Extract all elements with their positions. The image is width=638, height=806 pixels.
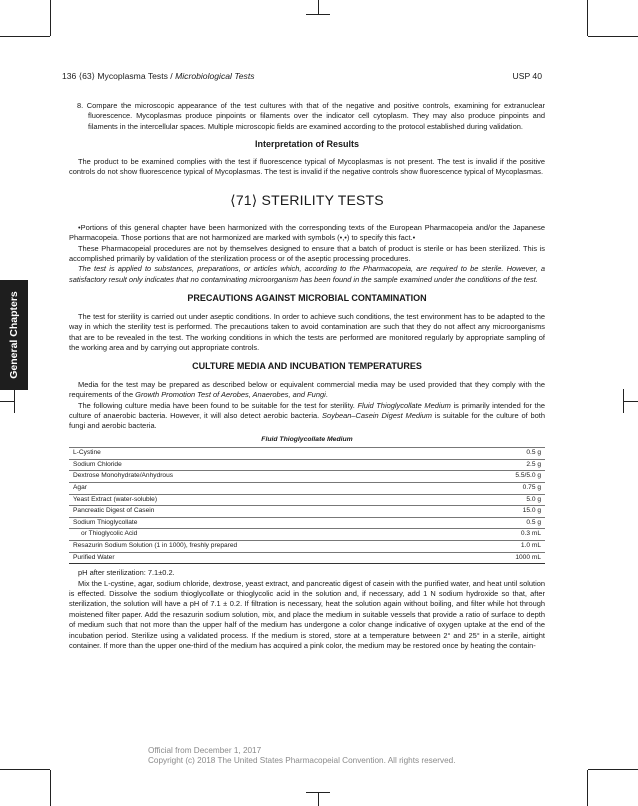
chapter-tab-label: General Chapters — [8, 291, 20, 379]
copyright-notice: Copyright (c) 2018 The United States Pharmacopeial Convention. All rights reserved. — [148, 756, 456, 765]
crop-mark — [0, 36, 50, 37]
interpretation-text: The product to be examined complies with the test if fluorescence typical of Mycoplasmas is not present. The test is invalid if the positive controls do not show fluorescence typical of Mycoplasmas. The test is invalid if the negative controls show fluorescence typical of Mycoplasmas. — [69, 156, 545, 177]
interpretation-heading: Interpretation of Results — [254, 139, 359, 150]
page-content — [69, 101, 545, 651]
crop-mark — [587, 0, 588, 36]
crop-mark — [14, 389, 15, 413]
ingredient-name: Dextrose Monohydrate/Anhydrous — [69, 471, 457, 483]
culture-media-heading: CULTURE MEDIA AND INCUBATION TEMPERATURES — [192, 361, 422, 372]
text-run-italic: Soybean–Casein Digest Medium — [322, 410, 432, 420]
text-run-italic: Fluid Thioglycollate Medium — [357, 400, 451, 410]
ingredient-name: or Thioglycolic Acid — [69, 529, 457, 541]
ingredient-amount: 5.0 g — [457, 494, 545, 506]
crop-mark — [50, 0, 51, 36]
table-row — [69, 482, 545, 494]
precautions-text: The test for sterility is carried out under aseptic conditions. In order to achieve such conditions, the test environment has to be adapted to the way in which the sterility test is performed. The precautions taken to avoid contamination are such that they do not affect any microorganisms that are to be revealed in the test. The working conditions in which the tests are performed are monitored regularly by appropriate sampling of the working area and by carrying out appropriate controls. — [69, 311, 545, 352]
table-row — [69, 529, 545, 541]
preparation-paragraph: Mix the L-cystine, agar, sodium chloride, dextrose, yeast extract, and pancreatic digest of casein with the purified water, and heat until solution is effected. Dissolve the sodium thioglycollate or thioglycolic acid in the solution and, if necessary, add 1 N sodium hydroxide so that, after sterilization, the solution will have a pH of 7.1 ± 0.2. If filtration is necessary, heat the solution again without boiling, and filter while hot through moistened filter paper. Add the resazurin sodium solution, mix, and place the medium in suitable vessels that provide a ratio of surface to depth of medium such that not more than the upper half of the medium has undergone a color change indicative of oxygen uptake at the end of the incubation period. Sterilize using a validated process. If the medium is stored, store at a temperature between 2° and 25° in a sterile, airtight container. If more than the upper one-third of the medium has acquired a pink color, the medium may be restored once by heating the contain- — [69, 578, 545, 650]
text-run: . — [325, 390, 328, 400]
ingredient-name: Sodium Thioglycollate — [69, 517, 457, 529]
text-run-italic: Growth Promotion Test of Aerobes, Anaerobes, and Fungi — [135, 390, 326, 400]
text-run: is primarily intended for the culture of anaerobic bacteria. However, it will also detect aerobic bacteria. — [69, 400, 545, 420]
ingredient-amount: 5.5/5.0 g — [457, 471, 545, 483]
crop-mark — [0, 401, 14, 402]
official-date: Official from December 1, 2017 — [148, 746, 262, 755]
text-run: is suitable for the culture of both fungi and aerobic bacteria. — [69, 410, 545, 431]
text-run: Media for the test may be prepared as described below or equivalent commercial media may be used provided that they comply with the requirements of the — [69, 379, 545, 400]
header-left — [62, 71, 255, 82]
culture-paragraph-1 — [69, 380, 545, 401]
header-chapter: ⟨63⟩ Mycoplasma Tests — [78, 71, 168, 81]
crop-mark — [306, 792, 330, 793]
table-row — [69, 471, 545, 483]
table-row — [69, 448, 545, 460]
ingredient-amount: 15.0 g — [457, 506, 545, 518]
ingredient-name: Yeast Extract (water-soluble) — [69, 494, 457, 506]
chapter-tab — [0, 280, 28, 390]
crop-mark — [587, 770, 588, 806]
intro-paragraph: These Pharmacopeial procedures are not by themselves designed to ensure that a batch of product is sterile or has been sterilized. This is accomplished primarily by validation of the sterilization process or of the aseptic processing procedures. — [69, 243, 545, 264]
ingredient-name: Agar — [69, 482, 457, 494]
crop-mark — [0, 769, 50, 770]
ingredient-amount: 0.5 g — [457, 517, 545, 529]
table-row — [69, 459, 545, 471]
ingredient-name: Pancreatic Digest of Casein — [69, 506, 457, 518]
medium-composition-table — [69, 447, 545, 564]
ingredient-name: L-Cystine — [69, 448, 457, 460]
chapter-title: ⟨71⟩ STERILITY TESTS — [230, 192, 384, 209]
procedure-step-8: 8. Compare the microscopic appearance of the test cultures with that of the negative and positive controls, examining for extranuclear fluorescence. Mycoplasmas produce pinpoints or filaments over the indicator cell cytoplasm. They may also produce pinpoints and filaments in the intercellular spaces. Multiple microscopic fields are examined according to the protocol established during validation. — [77, 101, 545, 131]
crop-mark — [588, 769, 638, 770]
crop-mark — [318, 0, 319, 14]
ingredient-amount: 1000 mL — [457, 552, 545, 564]
ph-after-sterilization: pH after sterilization: 7.1±0.2. — [78, 568, 175, 578]
header-book: USP 40 — [512, 71, 542, 81]
table-row — [69, 517, 545, 529]
crop-mark — [623, 389, 624, 413]
ingredient-amount: 0.5 g — [457, 448, 545, 460]
crop-mark — [306, 14, 330, 15]
precautions-heading: PRECAUTIONS AGAINST MICROBIAL CONTAMINATION — [187, 293, 427, 304]
ingredient-name: Sodium Chloride — [69, 459, 457, 471]
scope-paragraph: The test is applied to substances, preparations, or articles which, according to the Pharmacopeia, are required to be sterile. However, a satisfactory result only indicates that no contaminating microorganism has been found in the sample examined under the conditions of the test. — [69, 264, 545, 284]
ingredient-amount: 2.5 g — [457, 459, 545, 471]
table-title: Fluid Thioglycollate Medium — [261, 435, 353, 443]
header-section: Microbiological Tests — [175, 71, 255, 81]
ingredient-amount: 1.0 mL — [457, 540, 545, 552]
header-separator: / — [167, 71, 176, 81]
page-number: 136 — [62, 71, 77, 81]
copyright-watermark — [148, 746, 456, 766]
running-header — [62, 71, 542, 82]
crop-mark — [624, 401, 638, 402]
culture-paragraph-2 — [69, 401, 545, 432]
ingredient-name: Resazurin Sodium Solution (1 in 1000), freshly prepared — [69, 540, 457, 552]
ingredient-amount: 0.75 g — [457, 482, 545, 494]
crop-mark — [50, 770, 51, 806]
harmonization-note: •Portions of this general chapter have been harmonized with the corresponding texts of the European Pharmacopeia and/or the Japanese Pharmacopeia. Those portions that are not harmonized are marked with symbols (•,•) to specify this fact.• — [69, 222, 545, 243]
table-row — [69, 506, 545, 518]
table-row — [69, 540, 545, 552]
crop-mark — [318, 792, 319, 806]
text-run: The following culture media have been found to be suitable for the test for sterility. — [78, 400, 358, 410]
table-row — [69, 494, 545, 506]
ingredient-amount: 0.3 mL — [457, 529, 545, 541]
crop-mark — [588, 36, 638, 37]
ingredient-name: Purified Water — [69, 552, 457, 564]
table-row — [69, 552, 545, 564]
